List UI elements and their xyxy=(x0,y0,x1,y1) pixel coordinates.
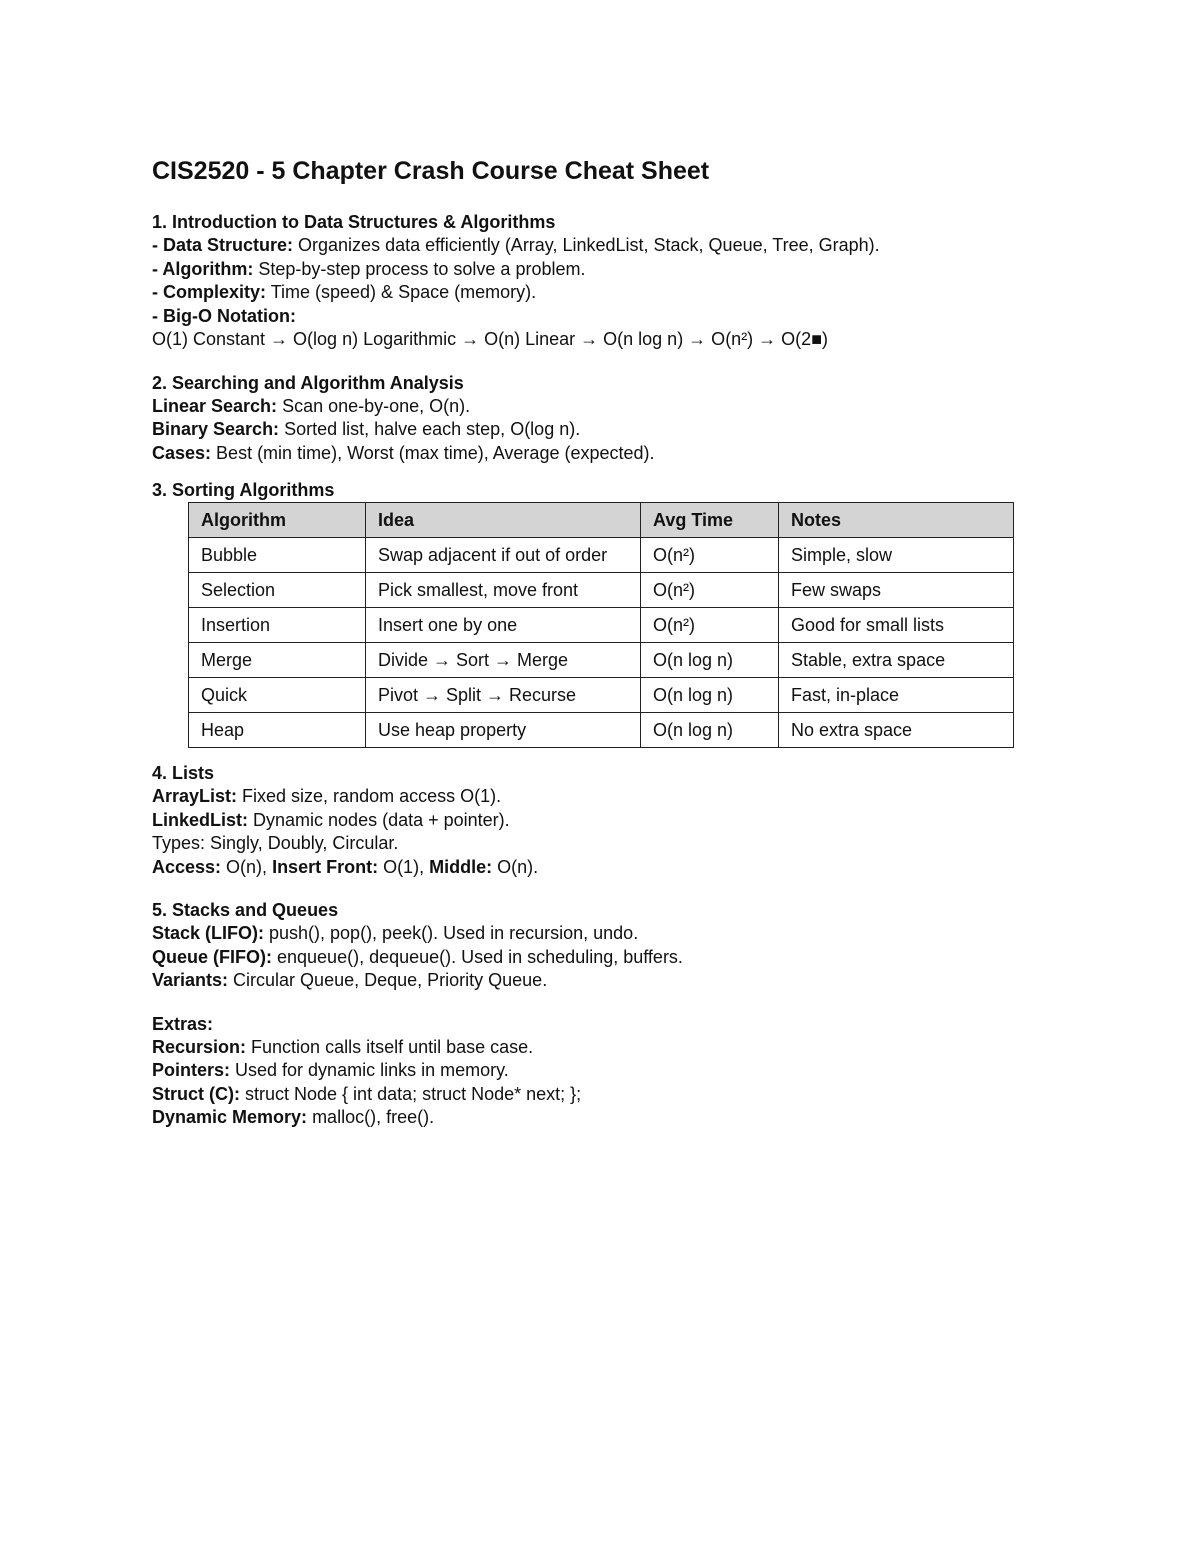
section-heading-lists: 4. Lists xyxy=(152,763,215,783)
label-dynamic-memory: Dynamic Memory: xyxy=(152,1107,308,1127)
label-middle: Middle: xyxy=(429,856,493,877)
label-binary-search: Binary Search: xyxy=(152,419,280,439)
table-cell: Divide → Sort → Merge xyxy=(366,643,641,678)
label-pointers: Pointers: xyxy=(152,1060,231,1080)
label-access: Access: xyxy=(152,856,222,877)
text-linear-search: Scan one-by-one, O(n). xyxy=(277,395,471,416)
text-insert-front: O(1), xyxy=(378,856,430,877)
table-cell: Stable, extra space xyxy=(779,643,1014,678)
table-cell: Heap xyxy=(189,713,366,748)
table-cell: O(n log n) xyxy=(641,713,779,748)
table-cell: Fast, in-place xyxy=(779,678,1014,713)
table-cell: Quick xyxy=(189,678,366,713)
line-list-access xyxy=(152,856,1032,880)
line-linkedlist xyxy=(152,809,1032,833)
label-linear-search: Linear Search: xyxy=(152,395,278,416)
section-heading-searching: 2. Searching and Algorithm Analysis xyxy=(152,372,464,393)
table-row xyxy=(189,643,1014,678)
label-recursion: Recursion: xyxy=(152,1036,247,1057)
label-queue: Queue (FIFO): xyxy=(152,946,272,967)
line-dynamic-memory xyxy=(152,1106,1032,1130)
section-lists xyxy=(152,762,1032,879)
column-header-idea: Idea xyxy=(366,503,641,538)
table-cell: Insertion xyxy=(189,608,366,643)
text-middle: O(n). xyxy=(492,856,539,877)
table-cell: O(n²) xyxy=(641,538,779,573)
table-cell: Few swaps xyxy=(779,573,1014,608)
label-struct: Struct (C): xyxy=(152,1083,240,1104)
section-searching xyxy=(152,372,1032,466)
line-bigo-label xyxy=(152,305,1032,329)
section-intro xyxy=(152,211,1032,352)
section-heading-extras: Extras: xyxy=(152,1013,214,1034)
line-bigo-order: O(1) Constant → O(log n) Logarithmic → O(n) Linear → O(n log n) → O(n²) → O(2■) xyxy=(152,329,829,349)
table-cell: No extra space xyxy=(779,713,1014,748)
line-struct xyxy=(152,1083,1032,1107)
text-access: O(n), xyxy=(221,856,273,877)
table-row xyxy=(189,678,1014,713)
label-complexity: - Complexity: xyxy=(152,282,267,302)
table-cell: Swap adjacent if out of order xyxy=(366,538,641,573)
line-pointers xyxy=(152,1059,1032,1083)
text-cases: Best (min time), Worst (max time), Average (expected). xyxy=(211,442,655,463)
line-queue xyxy=(152,946,1032,970)
table-row xyxy=(189,713,1014,748)
label-variants: Variants: xyxy=(152,970,229,990)
table-cell: Pick smallest, move front xyxy=(366,573,641,608)
table-cell: Merge xyxy=(189,643,366,678)
table-cell: Good for small lists xyxy=(779,608,1014,643)
document-page xyxy=(152,155,1032,1130)
section-heading-sorting: 3. Sorting Algorithms xyxy=(152,480,335,500)
table-row xyxy=(189,538,1014,573)
section-extras xyxy=(152,1013,1032,1130)
label-linkedlist: LinkedList: xyxy=(152,809,249,830)
table-cell: Insert one by one xyxy=(366,608,641,643)
table-cell: Use heap property xyxy=(366,713,641,748)
line-linear-search xyxy=(152,395,1032,419)
text-recursion: Function calls itself until base case. xyxy=(246,1036,534,1057)
table-cell: Bubble xyxy=(189,538,366,573)
table-cell: Simple, slow xyxy=(779,538,1014,573)
text-variants: Circular Queue, Deque, Priority Queue. xyxy=(228,970,548,990)
line-recursion xyxy=(152,1036,1032,1060)
column-header-algorithm: Algorithm xyxy=(189,503,366,538)
section-heading-stacks: 5. Stacks and Queues xyxy=(152,900,339,920)
table-row xyxy=(189,608,1014,643)
table-cell: O(n log n) xyxy=(641,678,779,713)
text-linkedlist: Dynamic nodes (data + pointer). xyxy=(248,809,510,830)
text-struct: struct Node { int data; struct Node* next; }; xyxy=(240,1083,582,1104)
line-variants xyxy=(152,969,1032,993)
text-data-structure: Organizes data efficiently (Array, LinkedList, Stack, Queue, Tree, Graph). xyxy=(293,235,880,255)
column-header-notes: Notes xyxy=(779,503,1014,538)
label-arraylist: ArrayList: xyxy=(152,786,238,806)
table-row xyxy=(189,573,1014,608)
table-cell: Selection xyxy=(189,573,366,608)
section-stacks-queues xyxy=(152,899,1032,993)
label-data-structure: - Data Structure: xyxy=(152,235,294,255)
sorting-table xyxy=(188,502,1014,748)
table-cell: O(n²) xyxy=(641,573,779,608)
text-algorithm: Step-by-step process to solve a problem. xyxy=(253,258,586,279)
column-header-avg-time: Avg Time xyxy=(641,503,779,538)
table-header-row xyxy=(189,503,1014,538)
table-cell: O(n²) xyxy=(641,608,779,643)
label-cases: Cases: xyxy=(152,442,212,463)
label-algorithm: - Algorithm: xyxy=(152,258,254,279)
section-sorting xyxy=(152,479,1032,748)
text-pointers: Used for dynamic links in memory. xyxy=(230,1060,509,1080)
text-arraylist: Fixed size, random access O(1). xyxy=(237,786,502,806)
line-list-types: Types: Singly, Doubly, Circular. xyxy=(152,833,399,853)
label-stack: Stack (LIFO): xyxy=(152,923,265,943)
table-cell: O(n log n) xyxy=(641,643,779,678)
line-arraylist xyxy=(152,785,1032,809)
text-complexity: Time (speed) & Space (memory). xyxy=(266,282,537,302)
line-binary-search xyxy=(152,418,1032,442)
label-bigo: - Big-O Notation: xyxy=(152,305,296,326)
line-stack xyxy=(152,922,1032,946)
text-queue: enqueue(), dequeue(). Used in scheduling, buffers. xyxy=(272,946,683,967)
text-stack: push(), pop(), peek(). Used in recursion, undo. xyxy=(264,923,639,943)
label-insert-front: Insert Front: xyxy=(272,856,379,877)
line-data-structure xyxy=(152,234,1032,258)
text-binary-search: Sorted list, halve each step, O(log n). xyxy=(279,419,581,439)
line-cases xyxy=(152,442,1032,466)
section-heading-intro: 1. Introduction to Data Structures & Algorithms xyxy=(152,212,556,232)
text-dynamic-memory: malloc(), free(). xyxy=(307,1107,435,1127)
table-cell: Pivot → Split → Recurse xyxy=(366,678,641,713)
page-title: CIS2520 - 5 Chapter Crash Course Cheat Sheet xyxy=(152,157,710,185)
line-complexity xyxy=(152,281,1032,305)
line-algorithm xyxy=(152,258,1032,282)
